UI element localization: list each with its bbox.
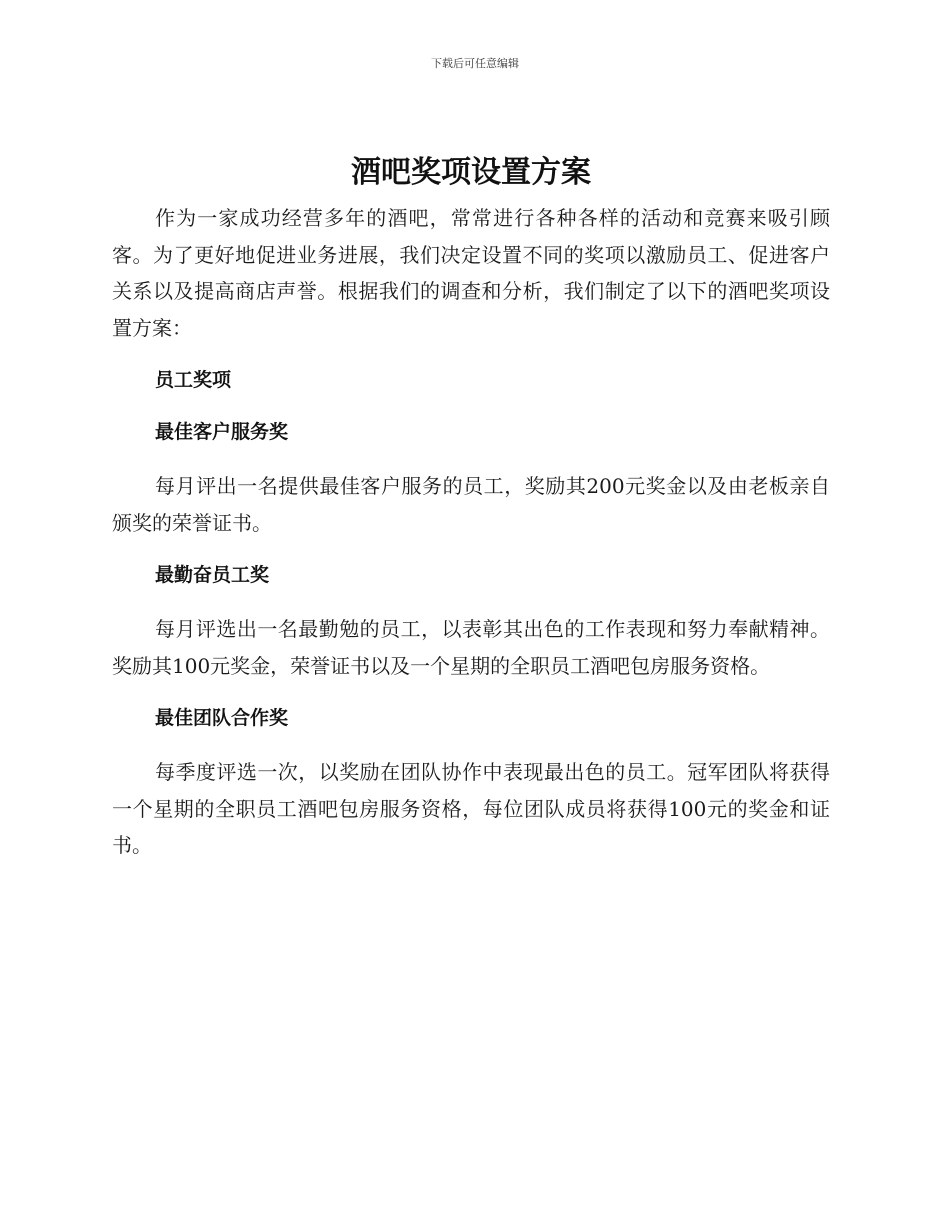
award-heading: 最佳客户服务奖: [155, 421, 289, 443]
award-heading: 最佳团队合作奖: [155, 707, 289, 729]
section-heading: 员工奖项: [155, 369, 232, 391]
award-description: 每月评出一名提供最佳客户服务的员工，奖励其200元奖金以及由老板亲自颁奖的荣誉证书。: [112, 474, 830, 535]
award-heading: 最勤奋员工奖: [155, 564, 270, 586]
document-body: [112, 148, 830, 864]
document-title: 酒吧奖项设置方案: [351, 155, 591, 190]
award-description: 每月评选出一名最勤勉的员工，以表彰其出色的工作表现和努力奉献精神。奖励其100元奖金，荣誉证书以及一个星期的全职员工酒吧包房服务资格。: [112, 617, 830, 678]
header-note: 下载后可任意编辑: [431, 57, 519, 70]
award-description: 每季度评选一次，以奖励在团队协作中表现最出色的员工。冠军团队将获得一个星期的全职员工酒吧包房服务资格，每位团队成员将获得100元的奖金和证书。: [112, 760, 830, 857]
intro-paragraph: 作为一家成功经营多年的酒吧，常常进行各种各样的活动和竞赛来吸引顾客。为了更好地促进业务进展，我们决定设置不同的奖项以激励员工、促进客户关系以及提高商店声誉。根据我们的调查和分析，我们制定了以下的酒吧奖项设置方案：: [112, 206, 830, 340]
